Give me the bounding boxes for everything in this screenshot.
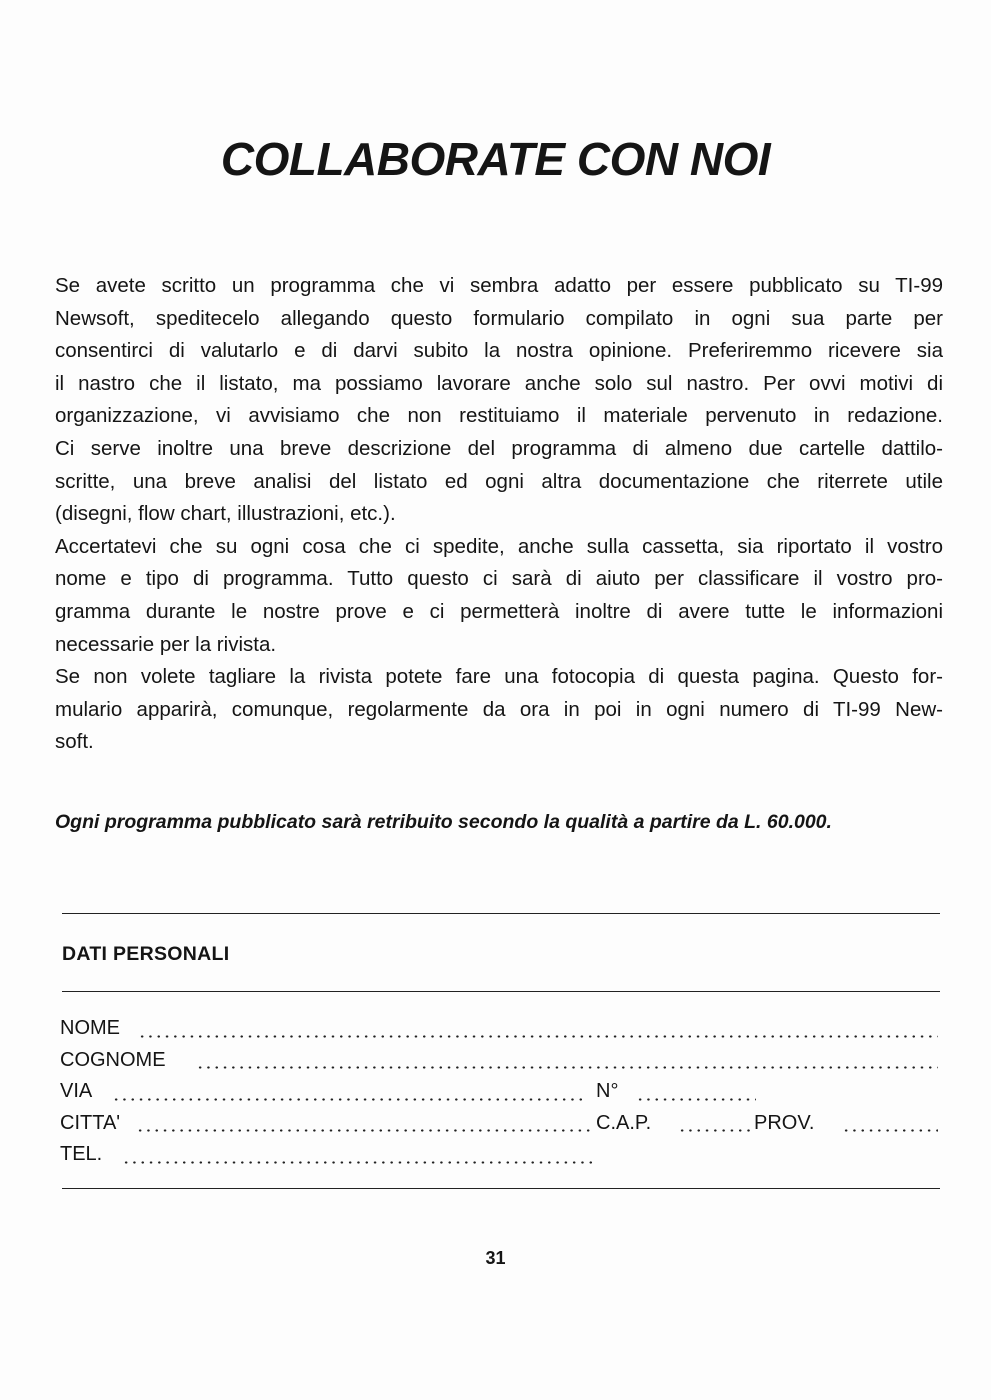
tel-dotted-line (122, 1161, 596, 1164)
body-line: necessarie per la rivista. (55, 632, 277, 656)
divider-bottom (62, 1188, 940, 1189)
prov-field[interactable] (754, 1108, 938, 1140)
personal-data-form (60, 1013, 940, 1171)
prov-label: PROV. (754, 1108, 822, 1140)
form-row-nome (60, 1013, 940, 1045)
body-line: Accertatevi che su ogni cosa che ci spedite, anche sulla cassetta, sia riportato il vostro (55, 534, 943, 558)
section-title: DATI PERSONALI (62, 943, 230, 965)
via-field[interactable] (60, 1076, 584, 1108)
citta-label: CITTA' (60, 1108, 128, 1140)
nome-field[interactable] (60, 1013, 938, 1045)
tel-field[interactable] (60, 1139, 596, 1171)
body-line: mulario apparirà, comunque, regolarmente da ora in poi in ogni numero di TI-99 New- (55, 697, 943, 721)
body-line: soft. (55, 730, 94, 754)
divider-top (62, 913, 940, 914)
body-line: Ci serve inoltre una breve descrizione del programma di almeno due cartelle dattilo- (55, 436, 943, 460)
citta-dotted-line (136, 1129, 594, 1132)
form-row-via (60, 1076, 940, 1108)
page-number: 31 (485, 1248, 506, 1268)
cognome-field[interactable] (60, 1045, 938, 1077)
body-line: consentirci di valutarlo e di darvi subito la nostra opinione. Preferiremmo ricevere sia (55, 339, 943, 363)
numero-field[interactable] (596, 1076, 756, 1108)
cognome-label: COGNOME (60, 1045, 174, 1077)
body-text (55, 270, 943, 759)
form-row-cognome (60, 1045, 940, 1077)
numero-label: N° (596, 1076, 626, 1108)
body-line: gramma durante le nostre prove e ci permetterà inoltre di avere tutte le informazioni (55, 599, 943, 623)
form-row-citta (60, 1108, 940, 1140)
body-line: Se non volete tagliare la rivista potete fare una fotocopia di questa pagina. Questo for- (55, 665, 943, 689)
cap-field[interactable] (596, 1108, 752, 1140)
body-line: Newsoft, speditecelo allegando questo formulario compilato in ogni sua parte per (55, 306, 943, 330)
body-line: scritte, una breve analisi del listato ed ogni altra documentazione che riterrete utile (55, 469, 943, 493)
body-line: (disegni, flow chart, illustrazioni, etc.). (55, 502, 396, 526)
body-line: il nastro che il listato, ma possiamo lavorare anche solo sul nastro. Per ovvi motivi di (55, 371, 943, 395)
nome-label: NOME (60, 1013, 128, 1045)
payment-note: Ogni programma pubblicato sarà retribuito secondo la qualità a partire da L. 60.000. (55, 811, 832, 833)
cap-dotted-line (678, 1129, 752, 1132)
cap-label: C.A.P. (596, 1108, 659, 1140)
prov-dotted-line (842, 1129, 938, 1132)
body-line: organizzazione, vi avvisiamo che non restituiamo il materiale pervenuto in redazione. (55, 404, 943, 428)
page-title: COLLABORATE CON NOI (220, 133, 771, 185)
body-line: nome e tipo di programma. Tutto questo ci sarà di aiuto per classificare il vostro pro- (55, 567, 943, 591)
via-label: VIA (60, 1076, 100, 1108)
via-dotted-line (112, 1098, 584, 1101)
citta-field[interactable] (60, 1108, 594, 1140)
nome-dotted-line (138, 1035, 938, 1038)
tel-label: TEL. (60, 1139, 110, 1171)
cognome-dotted-line (196, 1066, 938, 1069)
divider-middle (62, 991, 940, 992)
numero-dotted-line (636, 1098, 756, 1101)
form-row-tel (60, 1139, 940, 1171)
body-line: Se avete scritto un programma che vi sembra adatto per essere pubblicato su TI-99 (55, 274, 943, 297)
